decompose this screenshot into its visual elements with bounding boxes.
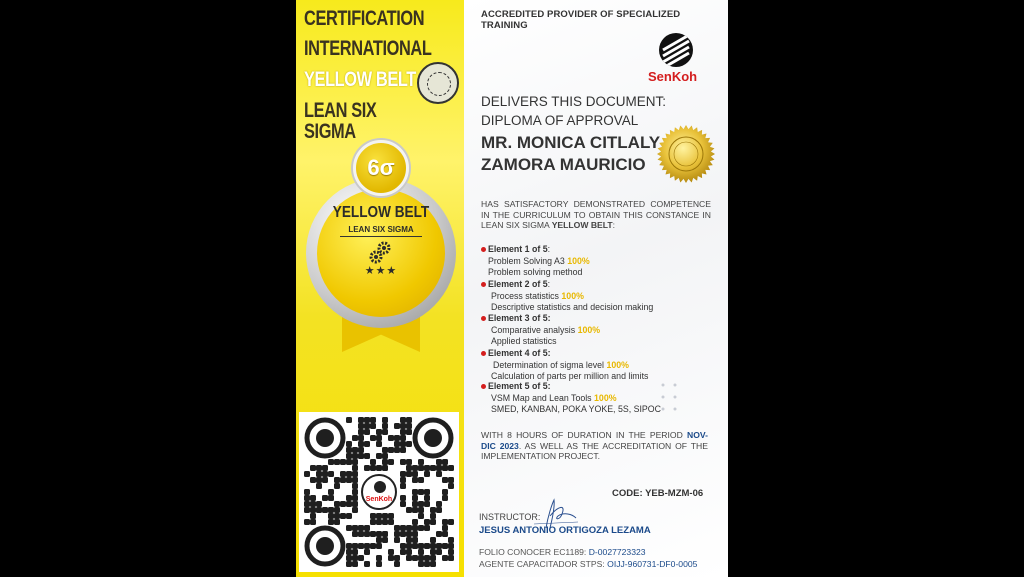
folio-line	[479, 547, 646, 557]
title-line-2: INTERNATIONAL	[304, 37, 432, 60]
element-line1: Process statistics	[491, 290, 559, 301]
instructor-name: JESUS ANTONIO ORTIGOZA LEZAMA	[479, 525, 651, 536]
left-panel	[296, 0, 464, 577]
folio-value: D-0027723323	[588, 547, 646, 557]
bullet-icon	[481, 351, 486, 356]
competence-prefix: HAS SATISFACTORY DEMONSTRATED COMPETENCE IN THE CURRICULUM TO OBTAIN THIS CONSTANCE IN LEAN SIX SIGMA	[481, 199, 711, 230]
element-title: Element 3 of 5:	[488, 313, 551, 323]
element-line1: Problem Solving A3	[488, 255, 565, 266]
element-colon: :	[547, 244, 551, 254]
competence-statement	[481, 199, 711, 231]
right-panel	[464, 0, 728, 577]
title-line-3: YELLOW BELT	[304, 68, 416, 91]
senkoh-logo-text: SenKoh	[648, 69, 698, 84]
badge-title: YELLOW BELT	[332, 204, 430, 221]
element-title: Element 4 of 5:	[488, 348, 551, 358]
element-title: Element 1 of 5	[488, 244, 548, 254]
bullet-icon	[481, 384, 486, 389]
agente-value: OIJJ-960731-DF0-0005	[607, 559, 698, 569]
duration-prefix: WITH 8 HOURS OF DURATION IN THE PERIOD	[481, 430, 687, 440]
element-1	[481, 244, 590, 279]
element-line1: VSM Map and Lean Tools	[491, 392, 592, 403]
rating-stars: ★★★	[364, 265, 398, 277]
badge-divider	[340, 236, 422, 237]
title-line-4: LEAN SIX SIGMA	[304, 99, 377, 143]
element-line1: Determination of sigma level	[493, 359, 604, 370]
element-line1: Comparative analysis	[491, 324, 576, 335]
gears-icon	[364, 240, 398, 264]
instructor-label: INSTRUCTOR:	[479, 512, 541, 522]
yellow-belt-badge	[304, 140, 458, 355]
element-colon: :	[547, 279, 551, 289]
duration-statement	[481, 430, 708, 462]
qr-logo	[361, 474, 397, 510]
certificate-code: CODE: YEB-MZM-06	[612, 488, 704, 499]
element-line2: Descriptive statistics and decision making	[491, 302, 654, 312]
qr-code	[299, 412, 459, 572]
university-seal-icon	[417, 62, 459, 104]
bullet-icon	[481, 316, 486, 321]
qr-logo-text: SenKoh	[365, 496, 393, 503]
title-line-1: CERTIFICATION	[304, 7, 425, 30]
element-pct: 100%	[594, 392, 617, 403]
element-title: Element 2 of 5	[488, 279, 548, 289]
element-2	[481, 279, 653, 314]
duration-suffix: . AS WELL AS THE ACCREDITATION OF THE IMPLEMENTATION PROJECT.	[481, 440, 708, 461]
element-pct: 100%	[577, 324, 601, 335]
agente-line	[479, 559, 697, 569]
sigma-icon: 6σ	[353, 140, 409, 196]
element-title: Element 5 of 5:	[488, 381, 551, 391]
element-line2: SMED, KANBAN, POKA YOKE, 5S, SIPOC	[491, 404, 661, 414]
delivers-text: DELIVERS THIS DOCUMENT:	[481, 94, 667, 109]
bullet-icon	[481, 282, 486, 287]
recipient-name: MR. MONICA CITLALY ZAMORA MAURICIO	[481, 133, 660, 174]
element-pct: 100%	[606, 359, 629, 370]
duration-period: NOV- DIC 2023	[481, 430, 708, 451]
element-line2: Applied statistics	[491, 336, 557, 346]
element-line2: Calculation of parts per million and limits	[491, 371, 649, 381]
element-pct: 100%	[567, 255, 590, 266]
competence-suffix: :	[612, 220, 616, 230]
senkoh-logo-icon	[374, 481, 386, 493]
element-4	[481, 348, 648, 383]
element-pct: 100%	[561, 290, 584, 301]
decorative-dots	[660, 382, 690, 416]
agente-label: AGENTE CAPACITADOR STPS:	[479, 559, 608, 569]
badge-subtitle: LEAN SIX SIGMA	[348, 225, 414, 234]
element-3	[481, 313, 600, 348]
gold-seal-icon	[656, 124, 716, 184]
folio-label: FOLIO CONOCER EC1189:	[479, 547, 589, 557]
senkoh-logo-icon	[659, 33, 693, 67]
accredited-provider-heading: ACCREDITED PROVIDER OF SPECIALIZED TRAINING	[481, 9, 681, 31]
competence-belt: YELLOW BELT	[551, 220, 613, 230]
bullet-icon	[481, 247, 486, 252]
certificate	[296, 0, 728, 577]
diploma-title: DIPLOMA OF APPROVAL	[481, 113, 639, 128]
element-5	[481, 381, 661, 416]
element-line2: Problem solving method	[488, 267, 583, 277]
